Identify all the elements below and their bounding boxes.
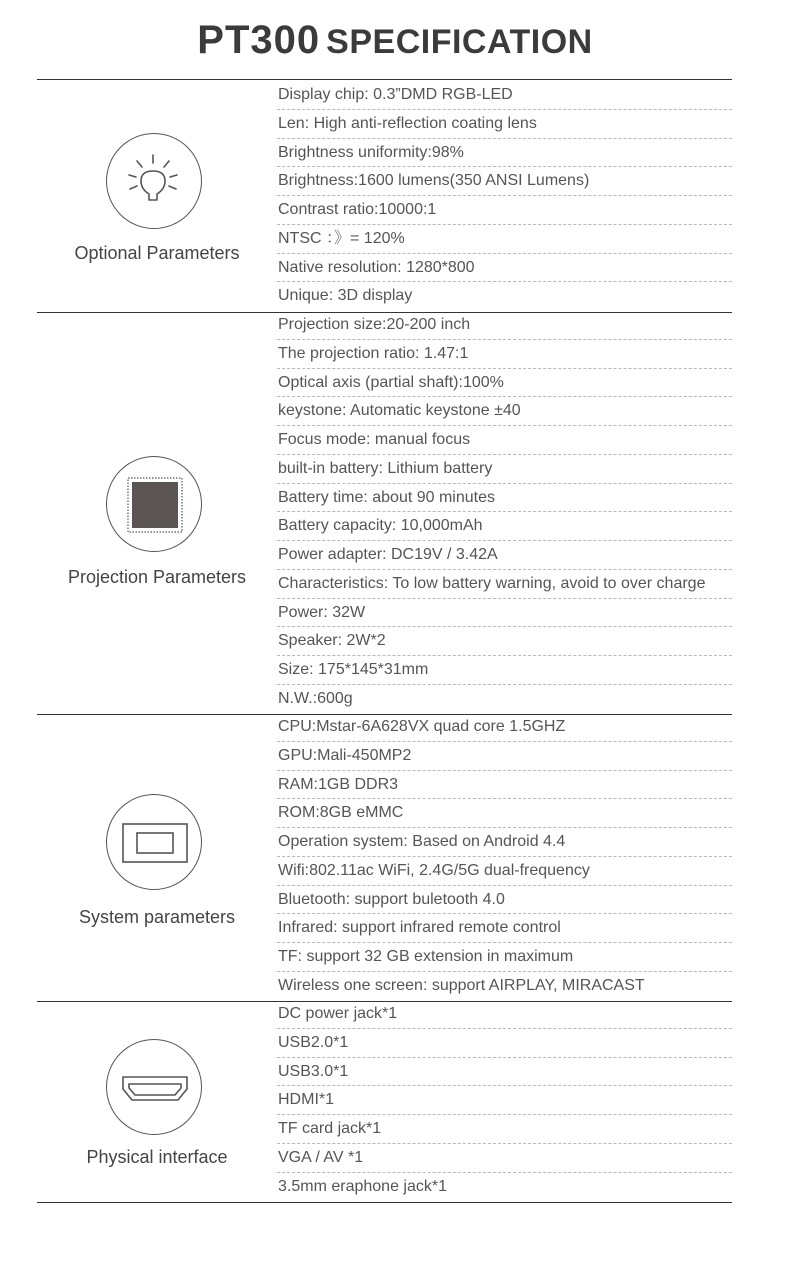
spec-row: CPU:Mstar-6A628VX quad core 1.5GHZ	[277, 713, 732, 742]
section-header	[37, 311, 277, 714]
screen-icon	[106, 794, 202, 890]
spec-row: NTSC ：》= 120%	[277, 225, 732, 254]
spec-row: Len: High anti-reflection coating lens	[277, 110, 732, 139]
spec-row: Bluetooth: support buletooth 4.0	[277, 886, 732, 915]
spec-row: TF: support 32 GB extension in maximum	[277, 943, 732, 972]
section-projection-parameters	[0, 311, 790, 714]
spec-row: GPU:Mali-450MP2	[277, 742, 732, 771]
divider	[37, 79, 732, 80]
hdmi-port-icon	[106, 1039, 202, 1135]
spec-row: Wifi:802.11ac WiFi, 2.4G/5G dual-frequency	[277, 857, 732, 886]
spec-row: Power adapter: DC19V / 3.42A	[277, 541, 732, 570]
spec-row: Battery capacity: 10,000mAh	[277, 512, 732, 541]
spec-row: Power: 32W	[277, 599, 732, 628]
spec-row: TF card jack*1	[277, 1115, 732, 1144]
spec-row: ROM:8GB eMMC	[277, 799, 732, 828]
spec-row: USB3.0*1	[277, 1058, 732, 1087]
spec-row: Wireless one screen: support AIRPLAY, MIRACAST	[278, 976, 645, 994]
section-header	[37, 81, 277, 312]
spec-row: Optical axis (partial shaft):100%	[277, 369, 732, 398]
spec-row: built-in battery: Lithium battery	[277, 455, 732, 484]
spec-row: Speaker: 2W*2	[277, 627, 732, 656]
spec-row: N.W.:600g	[278, 689, 353, 707]
spec-row: Brightness uniformity:98%	[277, 139, 732, 168]
section-label: Physical interface	[86, 1147, 228, 1167]
section-label: System parameters	[78, 907, 236, 927]
spec-row: Size: 175*145*31mm	[277, 656, 732, 685]
model-name: PT300	[197, 18, 321, 62]
spec-row: Characteristics: To low battery warning, avoid to over charge	[277, 570, 732, 599]
spec-row: Projection size:20-200 inch	[277, 311, 732, 340]
spec-list	[277, 311, 732, 714]
spec-row: Operation system: Based on Android 4.4	[277, 828, 732, 857]
spec-row: DC power jack*1	[277, 1000, 732, 1029]
spec-row: keystone: Automatic keystone ±40	[277, 397, 732, 426]
spec-row: Contrast ratio:10000:1	[277, 196, 732, 225]
spec-list	[277, 1000, 732, 1201]
section-optional-parameters	[0, 81, 790, 312]
spec-row: HDMI*1	[277, 1086, 732, 1115]
spec-row: RAM:1GB DDR3	[277, 771, 732, 800]
section-label: Optional Parameters	[74, 243, 240, 263]
divider	[37, 1202, 732, 1203]
spec-row: The projection ratio: 1.47:1	[277, 340, 732, 369]
spec-row: Unique: 3D display	[278, 287, 413, 305]
spec-list	[277, 81, 732, 311]
spec-row: VGA / AV *1	[277, 1144, 732, 1173]
spec-row: Focus mode: manual focus	[277, 426, 732, 455]
title-text: SPECIFICATION	[326, 23, 593, 61]
chip-icon	[106, 456, 202, 552]
spec-row: Display chip: 0.3”DMD RGB-LED	[277, 81, 732, 110]
section-header	[37, 1000, 277, 1202]
lightbulb-icon	[106, 133, 202, 229]
section-label: Projection Parameters	[67, 567, 247, 587]
spec-row: Native resolution: 1280*800	[277, 254, 732, 283]
spec-row: Infrared: support infrared remote control	[277, 914, 732, 943]
spec-row: 3.5mm eraphone jack*1	[278, 1177, 447, 1195]
section-header	[37, 713, 277, 1001]
spec-row: USB2.0*1	[277, 1029, 732, 1058]
spec-list	[277, 713, 732, 1001]
section-system-parameters	[0, 713, 790, 1001]
section-physical-interface	[0, 1000, 790, 1202]
page-title	[0, 18, 790, 63]
spec-row: Battery time: about 90 minutes	[277, 484, 732, 513]
spec-row: Brightness:1600 lumens(350 ANSI Lumens)	[277, 167, 732, 196]
